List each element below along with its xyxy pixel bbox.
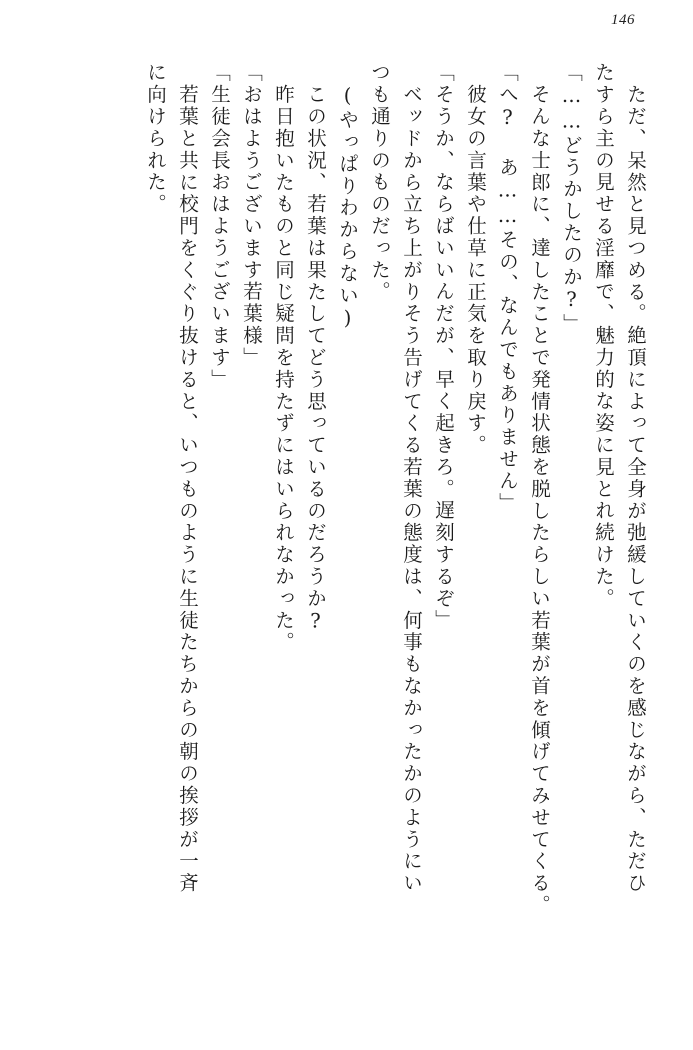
text-line: この状況、若葉は果たしてどう思っているのだろうか? <box>304 84 327 635</box>
text-line: 「生徒会長おはようございます」 <box>208 62 231 391</box>
text-line: 「……どうかしたのか?」 <box>560 62 583 336</box>
text-line: 昨日抱いたものと同じ疑問を持たずにはいられなかった。 <box>272 84 295 654</box>
text-line: そんな士郎に、達したことで発情状態を脱したらしい若葉が首を傾げてみせてくる。 <box>528 84 551 917</box>
text-line: 若葉と共に校門をくぐり抜けると、いつものように生徒たちからの朝の挨拶が一斉 <box>176 84 199 895</box>
text-line: (やっぱりわからない) <box>336 84 359 332</box>
text-line: 「おはようございます若葉様」 <box>240 62 263 369</box>
text-line: に向けられた。 <box>144 62 167 216</box>
text-line: 「そうか、ならばいいんだが、早く起きろ。遅刻するぞ」 <box>432 62 455 632</box>
text-line: たすら主の見せる淫靡で、魅力的な姿に見とれ続けた。 <box>592 62 615 610</box>
text-line: 「へ? あ……その、なんでもありません」 <box>496 62 519 514</box>
text-line: 彼女の言葉や仕草に正気を取り戻す。 <box>464 84 487 457</box>
text-line: ベッドから立ち上がりそう告げてくる若葉の態度は、何事もなかったかのようにい <box>400 84 423 895</box>
page-number: 146 <box>611 12 635 28</box>
text-line: ただ、呆然と見つめる。絶頂によって全身が弛緩していくのを感じながら、ただひ <box>624 84 647 895</box>
vertical-body-text <box>38 62 645 1022</box>
text-line: つも通りのものだった。 <box>368 62 391 303</box>
